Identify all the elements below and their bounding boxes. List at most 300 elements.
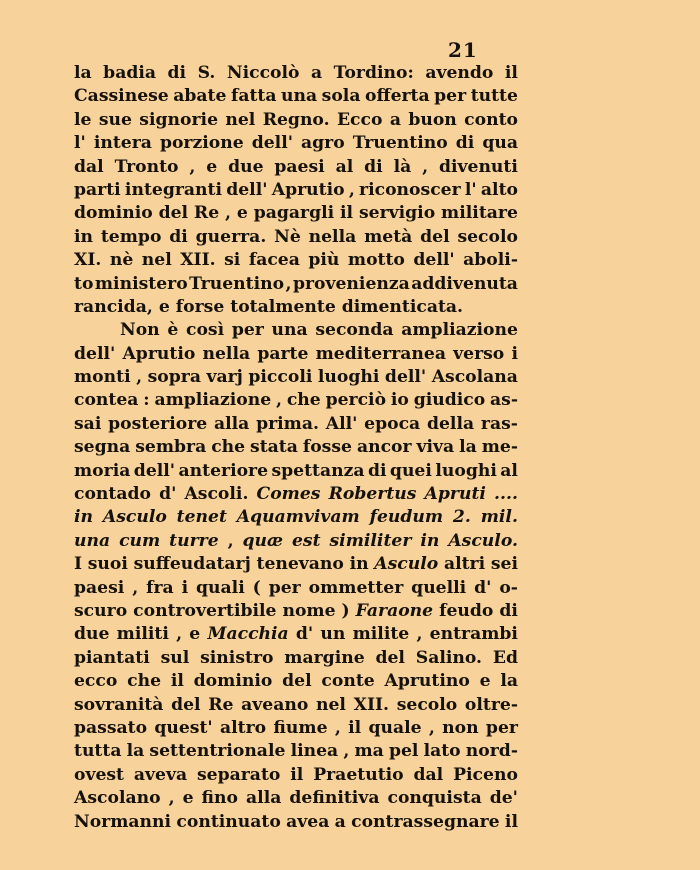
word: , — [422, 156, 429, 177]
word: tutte — [470, 86, 518, 107]
word: in — [349, 554, 369, 575]
word: turre — [169, 530, 219, 551]
word: fra — [146, 577, 174, 598]
word: del — [158, 203, 189, 224]
word: XI. — [74, 250, 102, 271]
word: pel — [388, 741, 419, 762]
word: del — [282, 671, 312, 692]
word: due — [74, 624, 110, 645]
word: integranti — [124, 179, 222, 200]
word: Apruti — [424, 484, 486, 505]
word: monti — [74, 367, 131, 388]
word: Aprutio — [122, 343, 196, 364]
word: l' — [464, 179, 477, 200]
word: similiter — [329, 530, 412, 551]
word: Asculo — [102, 507, 167, 528]
word: alla — [246, 788, 282, 809]
text-line — [74, 273, 518, 296]
word: d' — [474, 577, 492, 598]
word: , — [225, 203, 232, 224]
word: seconda — [315, 320, 394, 341]
word: sembra — [135, 437, 207, 458]
text-line — [74, 647, 518, 670]
word: dominio — [193, 671, 273, 692]
word: intera — [93, 133, 152, 154]
text-line — [74, 436, 518, 459]
word: Ecco — [336, 109, 383, 130]
word: là — [393, 156, 412, 177]
text-line — [74, 85, 518, 108]
word: posteriore — [108, 413, 208, 434]
word: il — [170, 671, 184, 692]
word: giudico — [413, 390, 486, 411]
word: militi — [116, 624, 169, 645]
word: dominio — [74, 203, 153, 224]
word: , — [176, 624, 183, 645]
word: conte — [321, 671, 375, 692]
word: as- — [490, 390, 518, 411]
text-line — [74, 694, 518, 717]
word: dell' — [74, 343, 116, 364]
text-line — [74, 179, 518, 202]
word: Non — [120, 320, 160, 341]
text-line — [74, 249, 518, 272]
word: feudo — [439, 600, 494, 621]
word: ( — [252, 577, 261, 598]
text-line — [74, 460, 518, 483]
word: non — [442, 717, 479, 738]
word: Tordino: — [333, 63, 414, 83]
word: Praetutio — [313, 764, 404, 785]
text-line — [74, 202, 518, 225]
text-line — [74, 600, 518, 623]
word: dell' — [384, 367, 427, 388]
word: , — [334, 717, 341, 738]
word: per — [268, 577, 301, 598]
word: dell' — [226, 179, 268, 200]
word: parte — [257, 343, 309, 364]
word: Robertus — [328, 484, 417, 505]
word: ancor — [356, 437, 412, 458]
word: moria — [74, 460, 131, 481]
word: Niccolò — [226, 63, 300, 83]
word: buon — [408, 109, 457, 130]
word: e — [182, 788, 194, 809]
word: settentrionale — [149, 741, 286, 762]
word: varj — [206, 367, 243, 388]
word: Ascoli. — [184, 484, 249, 505]
word: dell' — [251, 133, 293, 154]
word: contado — [74, 484, 151, 505]
word: , — [276, 390, 282, 411]
word: tutta — [74, 741, 122, 762]
word: me- — [481, 437, 518, 458]
word: ommetter — [308, 577, 404, 598]
body-text — [74, 62, 518, 834]
text-line — [74, 530, 518, 553]
word: aveva — [133, 764, 188, 785]
text-line — [74, 811, 518, 834]
word: a — [311, 63, 323, 83]
word: più — [308, 250, 340, 271]
text-line — [74, 156, 518, 179]
word: due — [228, 156, 264, 177]
word: Asculo — [374, 554, 439, 575]
word: l' — [74, 133, 86, 154]
word: una — [281, 86, 318, 107]
word: prima. — [256, 413, 319, 434]
word: divenuti — [438, 156, 518, 177]
word: addivenuta — [411, 273, 518, 294]
word: o- — [499, 577, 518, 598]
word: ovest — [74, 764, 125, 785]
word: dal — [74, 156, 104, 177]
word: , — [416, 624, 423, 645]
word: lato — [423, 741, 461, 762]
word: quelli — [411, 577, 467, 598]
word: cum — [119, 530, 161, 551]
text-line — [74, 740, 518, 763]
word: e — [189, 624, 201, 645]
word: : — [143, 390, 150, 411]
word: verso — [453, 343, 505, 364]
word: pagargli — [253, 203, 335, 224]
text-line — [74, 413, 518, 436]
word: si — [224, 250, 241, 271]
word: militare — [441, 203, 518, 224]
word: Ascolano — [74, 788, 161, 809]
word: totalmente — [230, 296, 336, 317]
word: tenet — [176, 507, 227, 528]
text-line — [74, 296, 518, 319]
word: ma — [354, 741, 384, 762]
word: segna — [74, 437, 131, 458]
word: suffeudatarj — [133, 554, 251, 575]
word: sai — [74, 413, 102, 434]
word: signorie — [139, 109, 219, 130]
word: Faraone — [355, 600, 434, 621]
word: secolo — [457, 226, 518, 247]
word: est — [291, 530, 321, 551]
word: ecco — [74, 671, 118, 692]
word: de' — [489, 788, 518, 809]
word: milite — [352, 624, 410, 645]
word: dal — [413, 764, 444, 785]
word: Truentino — [352, 133, 448, 154]
word: alla — [213, 413, 250, 434]
word: abate — [173, 86, 227, 107]
word: servigio — [358, 203, 436, 224]
text-line — [74, 343, 518, 366]
word: di — [367, 460, 387, 481]
word: in — [420, 530, 440, 551]
word: , — [168, 788, 175, 809]
word: Piceno — [453, 764, 518, 785]
word: quei — [389, 460, 432, 481]
word: XII. — [180, 250, 216, 271]
word: Regno. — [262, 109, 330, 130]
word: parti — [74, 179, 121, 200]
word: All' — [325, 413, 358, 434]
word: in — [74, 507, 94, 528]
word: Cassinese — [74, 86, 169, 107]
word: il — [290, 764, 304, 785]
word: aveano — [241, 694, 309, 715]
word: piantati — [74, 647, 150, 668]
word: la — [459, 437, 477, 458]
word: al — [335, 156, 354, 177]
word: paesi — [74, 577, 125, 598]
word: alto — [480, 179, 518, 200]
word: Re — [208, 694, 234, 715]
word: nel — [141, 250, 172, 271]
word: il — [504, 811, 518, 832]
word: XII. — [353, 694, 390, 715]
word: Aprutino — [384, 671, 470, 692]
word: 2. — [452, 507, 471, 528]
word: conto — [464, 109, 518, 130]
word: e — [479, 671, 491, 692]
word: nè — [109, 250, 134, 271]
word: rancida, — [74, 296, 153, 317]
word: d' — [295, 624, 314, 645]
word: , — [189, 156, 196, 177]
word: spettanza — [271, 460, 365, 481]
word: una — [74, 530, 111, 551]
word: d' — [159, 484, 177, 505]
word: sei — [490, 554, 518, 575]
word: conquista — [387, 788, 482, 809]
word: Salino. — [415, 647, 483, 668]
word: che — [127, 671, 162, 692]
word: in — [74, 226, 94, 247]
word: tempo — [100, 226, 162, 247]
word: agro — [301, 133, 345, 154]
word: altro — [219, 717, 267, 738]
word: aboli- — [463, 250, 518, 271]
word: del — [420, 226, 450, 247]
word: e — [158, 296, 170, 317]
word: Re — [193, 203, 220, 224]
word: qua — [482, 133, 518, 154]
word: provenienza — [292, 273, 410, 294]
word: i — [181, 577, 189, 598]
word: sovranità — [74, 694, 164, 715]
text-line — [74, 717, 518, 740]
word: Nè — [274, 226, 301, 247]
word: sola — [321, 86, 361, 107]
word: del — [171, 694, 201, 715]
text-line — [74, 506, 518, 529]
word: mil. — [480, 507, 518, 528]
word: avea — [286, 811, 330, 832]
word: avendo — [425, 63, 494, 83]
word: fiume — [273, 717, 328, 738]
word: dimenticata. — [341, 296, 464, 317]
text-line — [74, 764, 518, 787]
word: ministero — [94, 273, 188, 294]
word: definitiva — [289, 788, 380, 809]
word: Tronto — [114, 156, 179, 177]
word: dell' — [133, 460, 176, 481]
word: ampliazione — [401, 320, 518, 341]
word: Aprutio — [271, 179, 345, 200]
text-line — [74, 109, 518, 132]
word: margine — [284, 647, 365, 668]
word: sul — [160, 647, 190, 668]
word: badia — [103, 63, 157, 83]
word: a — [389, 109, 401, 130]
word: è — [167, 320, 179, 341]
word: sopra — [147, 367, 201, 388]
word: il — [504, 63, 518, 83]
word: motto — [347, 250, 405, 271]
word: linea — [290, 741, 339, 762]
word: di — [364, 156, 383, 177]
word: di — [499, 600, 518, 621]
word: controvertibile — [133, 600, 277, 621]
word: al — [500, 460, 518, 481]
word: separato — [196, 764, 281, 785]
word: facea — [248, 250, 300, 271]
word: offerta — [365, 86, 430, 107]
word: un — [320, 624, 346, 645]
word: to — [74, 273, 94, 294]
word: nel — [225, 109, 256, 130]
word: quale — [368, 717, 422, 738]
word: nel — [315, 694, 346, 715]
word: nord- — [465, 741, 518, 762]
word: Aquamvivam — [236, 507, 360, 528]
word: tenevano — [256, 554, 344, 575]
word: ampliazione — [154, 390, 272, 411]
word: sue — [98, 109, 132, 130]
word: nella — [202, 343, 251, 364]
word: di — [169, 226, 188, 247]
word: una — [271, 320, 308, 341]
word: entrambi — [429, 624, 518, 645]
word: fosse — [302, 437, 352, 458]
word: il — [348, 717, 362, 738]
text-line — [74, 553, 518, 576]
word: suoi — [87, 554, 128, 575]
word: per — [231, 320, 264, 341]
word: anteriore — [178, 460, 269, 481]
word: , — [343, 741, 350, 762]
word: guerra. — [195, 226, 267, 247]
page-number: 21 — [448, 38, 478, 62]
word: così — [185, 320, 225, 341]
word: che — [286, 390, 321, 411]
word: e — [206, 156, 218, 177]
word: sinistro — [200, 647, 274, 668]
word: Ascolana — [431, 367, 518, 388]
word: quali — [196, 577, 245, 598]
word: viva — [416, 437, 455, 458]
word: della — [426, 413, 475, 434]
word: Truentino — [189, 273, 285, 294]
word: piccoli — [248, 367, 313, 388]
word: paesi — [274, 156, 325, 177]
text-line — [74, 319, 518, 342]
word: , — [227, 530, 234, 551]
word: metà — [364, 226, 413, 247]
word: Comes — [256, 484, 321, 505]
word: S. — [197, 63, 216, 83]
text-line — [74, 623, 518, 646]
text-line — [74, 483, 518, 506]
word: nome — [282, 600, 336, 621]
word: fatta — [230, 86, 277, 107]
word: Normanni — [74, 811, 172, 832]
word: feudum — [369, 507, 444, 528]
word: per — [434, 86, 467, 107]
word: epoca — [364, 413, 421, 434]
word: mediterranea — [315, 343, 446, 364]
word: stata — [250, 437, 298, 458]
word: ras- — [480, 413, 518, 434]
word: dell' — [413, 250, 455, 271]
word: a — [334, 811, 346, 832]
word: contea — [74, 390, 139, 411]
text-line — [74, 62, 518, 85]
text-line — [74, 389, 518, 412]
word: perciò — [325, 390, 387, 411]
word: la — [74, 63, 92, 83]
word: i — [511, 343, 518, 364]
word: Asculo. — [448, 530, 518, 551]
word: , — [348, 179, 355, 200]
word: , — [428, 717, 435, 738]
word: , — [285, 273, 292, 294]
word: , — [132, 577, 139, 598]
word: luoghi — [435, 460, 497, 481]
word: riconoscer — [359, 179, 461, 200]
text-line — [74, 366, 518, 389]
text-line — [74, 226, 518, 249]
word: , — [136, 367, 143, 388]
word: ) — [341, 600, 350, 621]
word: altri — [443, 554, 486, 575]
word: quæ — [242, 530, 284, 551]
text-line — [74, 577, 518, 600]
word: che — [211, 437, 246, 458]
word: di — [455, 133, 475, 154]
word: fino — [201, 788, 239, 809]
word: continuato — [176, 811, 281, 832]
word: passato — [74, 717, 148, 738]
word: la — [500, 671, 518, 692]
text-line — [74, 132, 518, 155]
word: secolo — [396, 694, 458, 715]
word: contrassegnare — [351, 811, 500, 832]
word: il — [340, 203, 354, 224]
word: quest' — [154, 717, 213, 738]
word: di — [167, 63, 187, 83]
word: scuro — [74, 600, 128, 621]
word: I — [74, 554, 83, 575]
word: la — [126, 741, 145, 762]
word: e — [236, 203, 248, 224]
word: le — [74, 109, 92, 130]
word: Macchia — [207, 624, 289, 645]
word: oltre- — [464, 694, 518, 715]
text-line — [74, 670, 518, 693]
word: porzione — [159, 133, 244, 154]
word: Ed — [492, 647, 518, 668]
word: .... — [494, 484, 518, 505]
word: del — [375, 647, 405, 668]
